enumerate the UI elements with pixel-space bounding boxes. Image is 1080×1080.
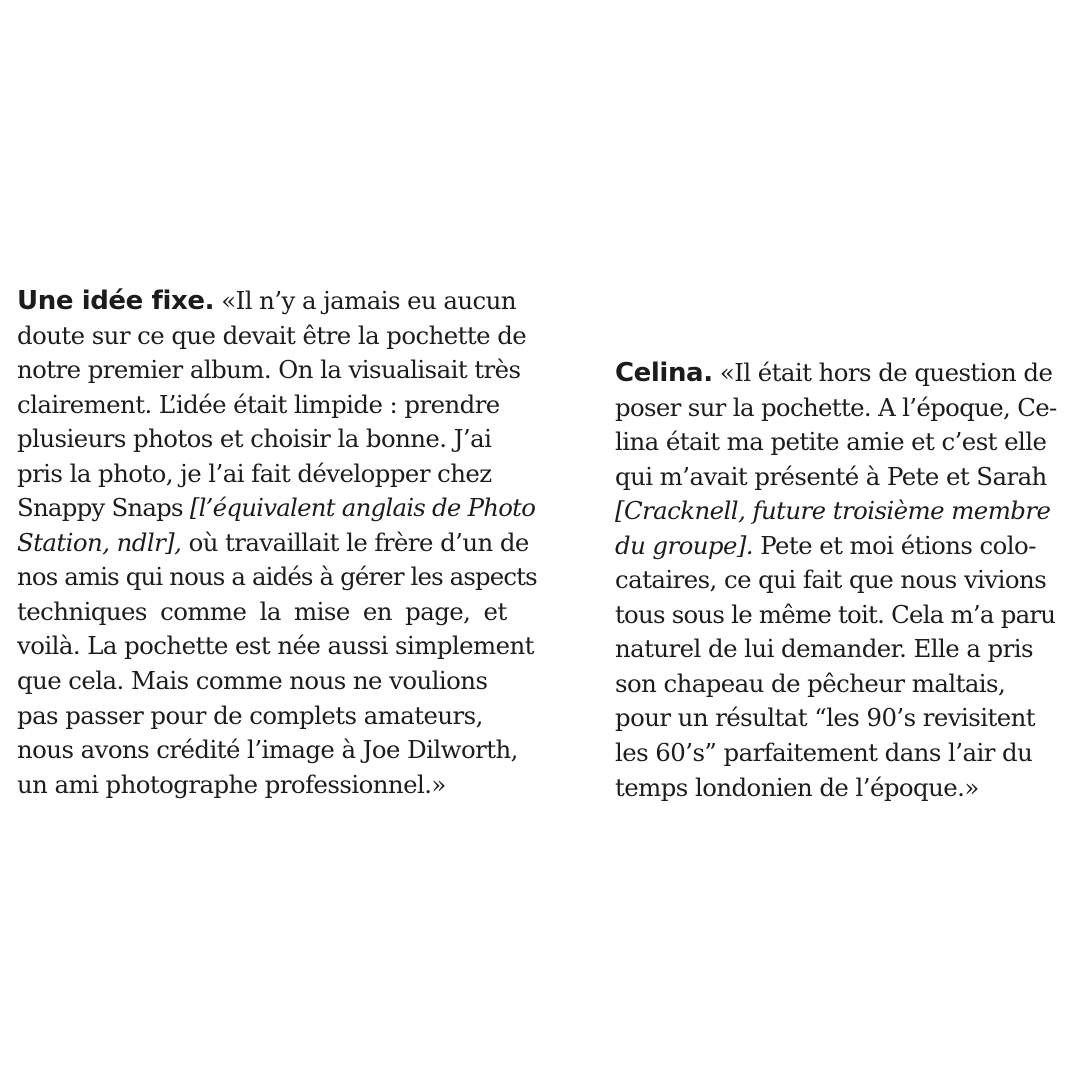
text-run: où travaillait le frère d’un de (188, 527, 529, 557)
paragraph-line: plusieurs photos et choisir la bonne. J’ai (17, 424, 492, 454)
text-run: Snappy Snaps (17, 493, 183, 523)
editor-note: du groupe]. (615, 530, 754, 560)
text-run: «Il était hors de question de (719, 358, 1053, 387)
paragraph-line: doute sur ce que devait être la pochette de (17, 320, 527, 350)
paragraph-line: poser sur la pochette. A l’époque, Ce- (615, 392, 1057, 422)
text-run: Pete et moi étions colo- (760, 530, 1036, 560)
paragraph-line: pris la photo, je l’ai fait développer chez (17, 458, 492, 488)
paragraph-line: pas passer pour de complets amateurs, (17, 700, 483, 730)
paragraph-line: naturel de lui demander. Elle a pris (615, 634, 1033, 664)
paragraph-line: les 60’s” parfaitement dans l’air du (615, 738, 1033, 768)
paragraph-line: clairement. L’idée était limpide : prendre (17, 389, 500, 419)
paragraph-line: pour un résultat “les 90’s revisitent (615, 703, 1036, 733)
paragraph-line: techniques comme la mise en page, et (17, 596, 507, 626)
article-column-right (615, 356, 1057, 805)
paragraph-line (17, 491, 537, 526)
editor-note: [Cracknell, future troisième membre (615, 496, 1051, 526)
article-column-left (17, 284, 537, 802)
paragraph-line (17, 284, 537, 319)
paragraph-line: cataires, ce qui fait que nous vivions (615, 565, 1047, 595)
paragraph-line (17, 526, 537, 561)
paragraph-line (615, 529, 1057, 564)
paragraph-line: notre premier album. On la visualisait très (17, 355, 521, 385)
editor-note: Station, ndlr], (17, 527, 182, 557)
paragraph-line: qui m’avait présenté à Pete et Sarah (615, 461, 1047, 491)
paragraph-line: un ami photographe professionnel.» (17, 769, 446, 799)
paragraph-line (615, 356, 1057, 391)
section-heading: Une idée fixe. (17, 286, 215, 316)
paragraph-line: voilà. La pochette est née aussi simplement (17, 631, 534, 661)
text-run: «Il n’y a jamais eu aucun (221, 286, 516, 315)
paragraph-line: lina était ma petite amie et c’est elle (615, 427, 1047, 457)
paragraph-line: tous sous le même toit. Cela m’a paru (615, 599, 1056, 629)
paragraph-line: que cela. Mais comme nous ne voulions (17, 666, 488, 696)
editor-note: [l’équivalent anglais de Photo (189, 493, 536, 523)
paragraph-line: son chapeau de pêcheur maltais, (615, 668, 1006, 698)
paragraph-line: nos amis qui nous a aidés à gérer les aspects (17, 562, 537, 592)
section-heading: Celina. (615, 358, 713, 388)
paragraph-line: nous avons crédité l’image à Joe Dilworth, (17, 735, 518, 765)
paragraph-line: temps londonien de l’époque.» (615, 772, 979, 802)
